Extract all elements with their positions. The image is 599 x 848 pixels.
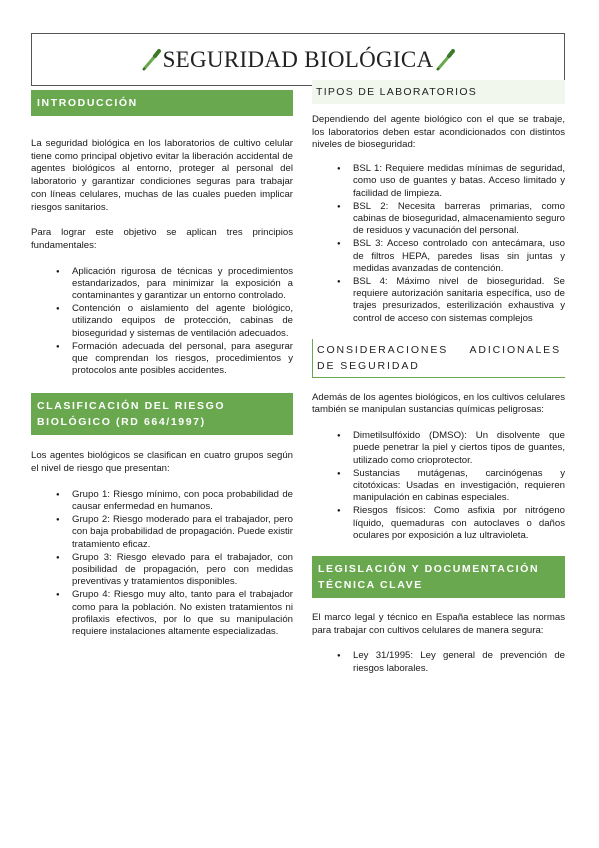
pipette-icon [141,49,161,71]
list-item: ● Grupo 2: Riesgo moderado para el trabajador, pero con baja probabilidad de propagación. Puede existir tratamiento eficaz. [58,514,293,551]
consideraciones-paragraph: Además de los agentes biológicos, en los cultivos celulares también se manipulan sustancias químicas peligrosas: [312,391,565,416]
list-item: ● BSL 1: Requiere medidas mínimas de seguridad, como uso de guantes y batas. Acceso limitado y facilidad de limpieza. [339,163,565,200]
list-item: ● Ley 31/1995: Ley general de prevención de riesgos laborales. [339,650,565,674]
list-item: ● Sustancias mutágenas, carcinógenas y citotóxicas: Usadas en investigación, requieren manipulación en cabinas especiales. [339,468,565,505]
list-item: ● BSL 2: Necesita barreras primarias, como cabinas de bioseguridad, almacenamiento seguro de residuos y vacunación del personal. [339,201,565,238]
list-item: ● BSL 3: Acceso controlado con antecámara, uso de filtros HEPA, paredes lisas sin juntas y medidas avanzadas de contención. [339,238,565,275]
left-column [31,86,293,639]
list-item: ● BSL 4: Máximo nivel de bioseguridad. Se requiere autorización sanitaria específica, uso de trajes presurizados, esterilización exhaustiva y control de acceso con sistemas complejos [339,276,565,325]
title-box [31,33,565,86]
section-heading-consideraciones: CONSIDERACIONES ADICIONALES DE SEGURIDAD [312,339,565,378]
intro-paragraph: La seguridad biológica en los laboratorios de cultivo celular tiene como principal objetivo evitar la liberación accidental de agentes biológicos al entorno, proteger al personal del laboratorio y garantizar condiciones seguras para trabajar con líneas celulares, muchas de las cuales pueden implicar riesgos sanitarios. [31,138,293,213]
clasificacion-paragraph: Los agentes biológicos se clasifican en cuatro grupos según el nivel de riesgo que presentan: [31,450,293,475]
list-item: ● Grupo 3: Riesgo elevado para el trabajador, con posibilidad de propagación, pero con medidas preventivas y tratamientos disponibles. [58,552,293,589]
section-heading-tipos: TIPOS DE LABORATORIOS [312,80,565,104]
pipette-icon [435,49,455,71]
principles-list [31,266,293,378]
list-item: ● Formación adecuada del personal, para asegurar que comprendan los riesgos, procedimientos y protocolos ante posibles accidentes. [58,341,293,378]
law-list [312,650,565,674]
section-heading-clasificacion: CLASIFICACIÓN DEL RIESGO BIOLÓGICO (RD 664/1997) [31,393,293,435]
list-item: ● Riesgos físicos: Como asfixia por nitrógeno líquido, quemaduras con autoclaves o daños oculares por exposición a luz ultravioleta. [339,505,565,542]
section-heading-legislacion: LEGISLACIÓN Y DOCUMENTACIÓN TÉCNICA CLAVE [312,556,565,598]
list-item: ● Aplicación rigurosa de técnicas y procedimientos estandarizados, para minimizar la exposición a contaminantes y garantizar un entorno controlado. [58,266,293,303]
right-column [312,86,565,676]
list-item: ● Grupo 1: Riesgo mínimo, con poca probabilidad de causar enfermedad en humanos. [58,489,293,513]
list-item: ● Dimetilsulfóxido (DMSO): Un disolvente que puede penetrar la piel y ciertos tipos de guantes, utilizado como crioprotector. [339,430,565,467]
tipos-paragraph: Dependiendo del agente biológico con el que se trabaje, los laboratorios deben estar acondicionados con distintos niveles de bioseguridad: [312,114,565,151]
legislacion-paragraph: El marco legal y técnico en España establece las normas para trabajar con cultivos celulares de manera segura: [312,611,565,636]
bsl-list [312,163,565,325]
list-item: ● Grupo 4: Riesgo muy alto, tanto para el trabajador como para la población. No existen tratamientos ni profilaxis efectivos, por lo que su manipulación requiere instalaciones altamente especializadas. [58,589,293,638]
risk-groups-list [31,489,293,638]
intro-principles-lead: Para lograr este objetivo se aplican tres principios fundamentales: [31,227,293,251]
page-title: SEGURIDAD BIOLÓGICA [162,46,434,72]
list-item: ● Contención o aislamiento del agente biológico, utilizando equipos de protección, cabinas de bioseguridad y sistemas de ventilación adecuados. [58,303,293,340]
chemical-risks-list [312,430,565,542]
section-heading-introduccion: INTRODUCCIÓN [31,90,293,116]
